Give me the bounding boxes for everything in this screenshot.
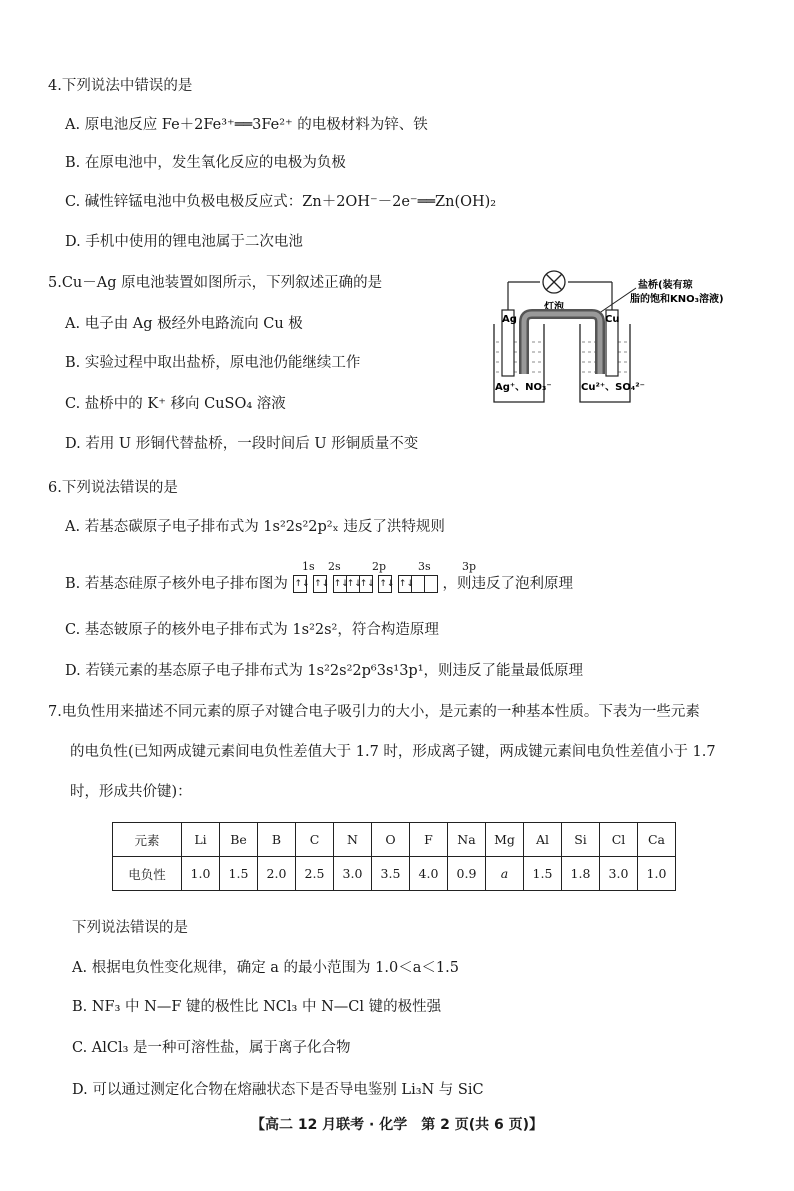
table-cell: 3.5 (372, 857, 410, 891)
left-solution-label: Ag⁺、NO₃⁻ (495, 382, 552, 393)
salt-bridge-label-1: 盐桥(装有琼 (638, 280, 693, 291)
q6-option-b-prefix: B. 若基态硅原子核外电子排布图为 (65, 576, 288, 592)
q6-option-b (65, 574, 573, 594)
table-cell: 3.0 (334, 857, 372, 891)
table-row-values (113, 857, 676, 891)
table-cell: F (410, 823, 448, 857)
table-cell: Al (524, 823, 562, 857)
q6-stem: 6.下列说法错误的是 (48, 480, 178, 496)
q5-option-a: A. 电子由 Ag 极经外电路流向 Cu 极 (65, 316, 303, 332)
table-cell: Na (448, 823, 486, 857)
table-cell: Li (182, 823, 220, 857)
q7-stem-line1: 7.电负性用来描述不同元素的原子对键合电子吸引力的大小，是元素的一种基本性质。下表为一些元素 (48, 704, 700, 720)
q4-option-b: B. 在原电池中，发生氧化反应的电极为负极 (65, 155, 346, 171)
orbital-box-3s: ↑↓ (378, 575, 392, 593)
table-cell: a (486, 857, 524, 891)
page-footer: 【高二 12 月联考 · 化学 第 2 页(共 6 页)】 (250, 1117, 544, 1133)
q5-option-c: C. 盐桥中的 K⁺ 移向 CuSO₄ 溶液 (65, 396, 286, 412)
table-cell: 1.5 (220, 857, 258, 891)
right-solution-label: Cu²⁺、SO₄²⁻ (581, 382, 645, 393)
table-cell: B (258, 823, 296, 857)
table-cell: 1.0 (638, 857, 676, 891)
table-cell: 1.5 (524, 857, 562, 891)
table-cell: Cl (600, 823, 638, 857)
q5-stem: 5.Cu－Ag 原电池装置如图所示，下列叙述正确的是 (48, 275, 383, 291)
q6-option-c: C. 基态铍原子的核外电子排布式为 1s²2s²，符合构造原理 (65, 622, 439, 638)
table-cell: Ca (638, 823, 676, 857)
table-header-electronegativity: 电负性 (113, 857, 182, 891)
q4-option-a: A. 原电池反应 Fe＋2Fe³⁺══3Fe²⁺ 的电极材料为锌、铁 (65, 117, 428, 133)
q7-option-a: A. 根据电负性变化规律，确定 a 的最小范围为 1.0＜a＜1.5 (72, 960, 459, 976)
table-cell: O (372, 823, 410, 857)
q4-stem: 4.下列说法中错误的是 (48, 78, 193, 94)
orbital-label-2s: 2s (328, 560, 341, 573)
q4-option-d: D. 手机中使用的锂电池属于二次电池 (65, 234, 303, 250)
table-cell: 2.5 (296, 857, 334, 891)
q7-option-d: D. 可以通过测定化合物在熔融状态下是否导电鉴别 Li₃N 与 SiC (72, 1082, 484, 1098)
table-row-elements (113, 823, 676, 857)
table-cell: Si (562, 823, 600, 857)
q5-option-d: D. 若用 U 形铜代替盐桥，一段时间后 U 形铜质量不变 (65, 436, 419, 452)
orbital-box-2p: ↑↓ ↑↓ ↑↓ (333, 575, 373, 593)
table-cell: 3.0 (600, 857, 638, 891)
q4-option-c: C. 碱性锌锰电池中负极电极反应式：Zn＋2OH⁻－2e⁻══Zn(OH)₂ (65, 194, 497, 210)
orbital-box-1s: ↑↓ (293, 575, 307, 593)
orbital-label-3s: 3s (418, 560, 431, 573)
table-cell: 2.0 (258, 857, 296, 891)
orbital-box-3p: ↑↓ (398, 575, 438, 593)
orbital-label-3p: 3p (462, 560, 477, 573)
table-cell: Be (220, 823, 258, 857)
q7-option-c: C. AlCl₃ 是一种可溶性盐，属于离子化合物 (72, 1040, 351, 1056)
q7-sub-stem: 下列说法错误的是 (72, 920, 188, 936)
table-cell: C (296, 823, 334, 857)
orbital-box-2s: ↑↓ (313, 575, 327, 593)
table-cell: 1.8 (562, 857, 600, 891)
table-cell: N (334, 823, 372, 857)
q7-stem-line3: 时，形成共价键)： (70, 784, 192, 800)
table-cell: 1.0 (182, 857, 220, 891)
q5-option-b: B. 实验过程中取出盐桥，原电池仍能继续工作 (65, 355, 361, 371)
table-cell: Mg (486, 823, 524, 857)
orbital-label-2p: 2p (372, 560, 387, 573)
q6-option-a: A. 若基态碳原子电子排布式为 1s²2s²2p²ₓ 违反了洪特规则 (65, 519, 445, 535)
table-header-element: 元素 (113, 823, 182, 857)
table-cell: 4.0 (410, 857, 448, 891)
salt-bridge-label-2: 脂的饱和KNO₃溶液) (630, 294, 724, 305)
galvanic-cell-diagram (488, 262, 788, 407)
q6-option-d: D. 若镁元素的基态原子电子排布式为 1s²2s²2p⁶3s¹3p¹，则违反了能量最低原理 (65, 663, 584, 679)
q7-option-b: B. NF₃ 中 N—F 键的极性比 NCl₃ 中 N—Cl 键的极性强 (72, 999, 442, 1015)
table-cell: 0.9 (448, 857, 486, 891)
bulb-label: 灯泡 (544, 302, 564, 313)
electronegativity-table (112, 822, 676, 891)
ag-electrode-label: Ag (502, 314, 517, 325)
q7-stem-line2: 的电负性(已知两成键元素间电负性差值大于 1.7 时，形成离子键，两成键元素间电负性差值小于 1.7 (70, 744, 716, 760)
orbital-label-1s: 1s (302, 560, 315, 573)
q6-option-b-suffix: ，则违反了泡利原理 (442, 576, 574, 592)
cu-electrode-label: Cu (605, 314, 620, 325)
